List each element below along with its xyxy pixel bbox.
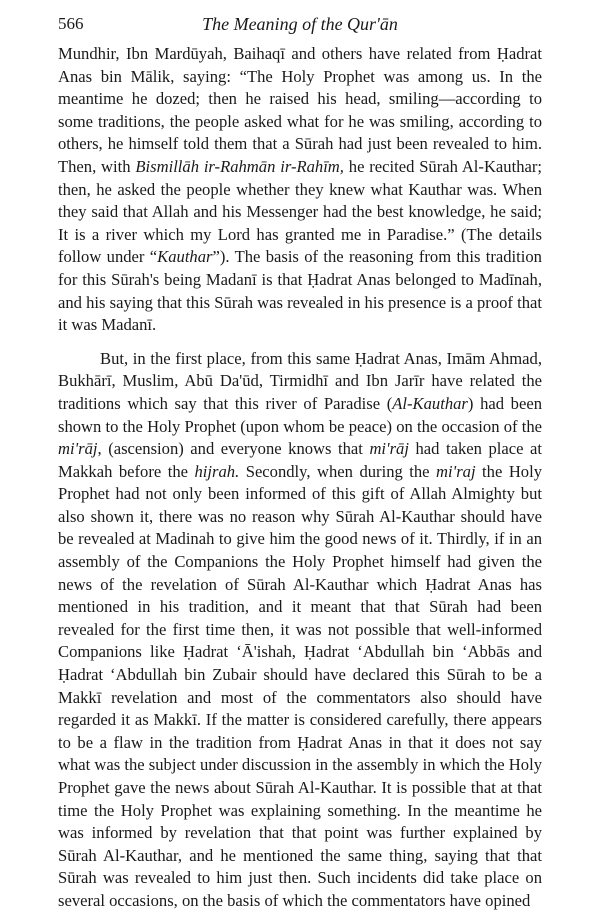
italic-term: hijrah. <box>194 461 240 481</box>
text-segment: ”). The basis of the reasoning from this tradition for this Sūrah's being Madanī is that Ḥadrat Anas belonged to Madīnah, and his saying that this Sūrah was revealed in his presence is a proof that it was Madanī. <box>58 247 542 335</box>
italic-term: Kauthar <box>157 247 213 267</box>
page-header <box>58 14 542 38</box>
paragraph <box>58 348 542 913</box>
body-text <box>58 43 542 913</box>
paragraph <box>58 43 542 337</box>
text-segment: But, in the first place, from this same Ḥadrat Anas, Imām Ahmad, Bukhārī, Muslim, Abū Da'ūd, Tirmidhī and Ibn Jarīr have related the traditions which say that this river of Paradise ( <box>58 348 542 413</box>
text-segment: the Holy Prophet had not only been informed of this gift of Allah Almighty but also shown it, there was no reason why Sūrah Al-Kauthar should have be revealed at Madinah to give him the good news of it. Thirdly, if in an assembly of the Companions the Holy Prophet himself had given the news of the revelation of Sūrah Al-Kauthar which Ḥadrat Anas has mentioned in his tradition, and it meant that that Sūrah had been revealed for the first time then, it was not possible that well-informed Companions like Ḥadrat ‘Ā'ishah, Ḥadrat ‘Abdullah bin ‘Abbās and Ḥadrat ‘Abdullah bin Zubair should have declared this Sūrah to be a Makkī revelation and most of the commentators also should have regarded it as Makkī. If the matter is considered carefully, there appears to be a flaw in the tradition from Ḥadrat Anas in that it does not say what was the subject under discussion in the assembly in which the Holy Prophet gave the news about Sūrah Al-Kauthar. It is possible that at that time the Holy Prophet was explaining something. In the meantime he was informed by revelation that that point was further explained by Sūrah Al-Kauthar, and he mentioned the same thing, saying that that Sūrah was revealed to him just then. Such incidents did take place on several occasions, on the basis of which the commentators have opined <box>58 461 543 910</box>
text-segment: ) had been shown to the Holy Prophet (upon whom be peace) on the occasion of the <box>58 393 542 436</box>
text-segment: Mundhir, Ibn Mardūyah, Baihaqī and others have related from Ḥadrat Anas bin Mālik, saying: “The Holy Prophet was among us. In the meantime he dozed; then he raised his head, smiling—according to some traditions, the people asked what for he was smiling, according to others, he himself told them that a Sūrah had just been revealed to him. Then, with <box>58 44 542 176</box>
italic-term: mi'raj <box>436 461 476 481</box>
text-segment: , (ascension) and everyone knows that <box>97 439 370 459</box>
italic-term: Al-Kauthar <box>392 393 468 413</box>
text-segment: had taken place at Makkah before the <box>58 439 542 481</box>
italic-term: mi'rāj <box>58 439 98 459</box>
italic-term: Bismillāh ir-Rahmān ir-Rahīm, <box>135 156 344 176</box>
text-segment: he recited Sūrah Al-Kauthar; then, he asked the people whether they knew what Kauthar was. When they said that Allah and his Messenger had the best knowledge, he said; It is a river which my Lord has granted me in Paradise.” (The details follow under “ <box>58 156 542 267</box>
running-title: The Meaning of the Qur'ān <box>202 14 398 34</box>
italic-term: mi'rāj <box>369 439 409 459</box>
text-segment: Secondly, when during the <box>239 461 437 481</box>
page-number: 566 <box>58 14 84 33</box>
